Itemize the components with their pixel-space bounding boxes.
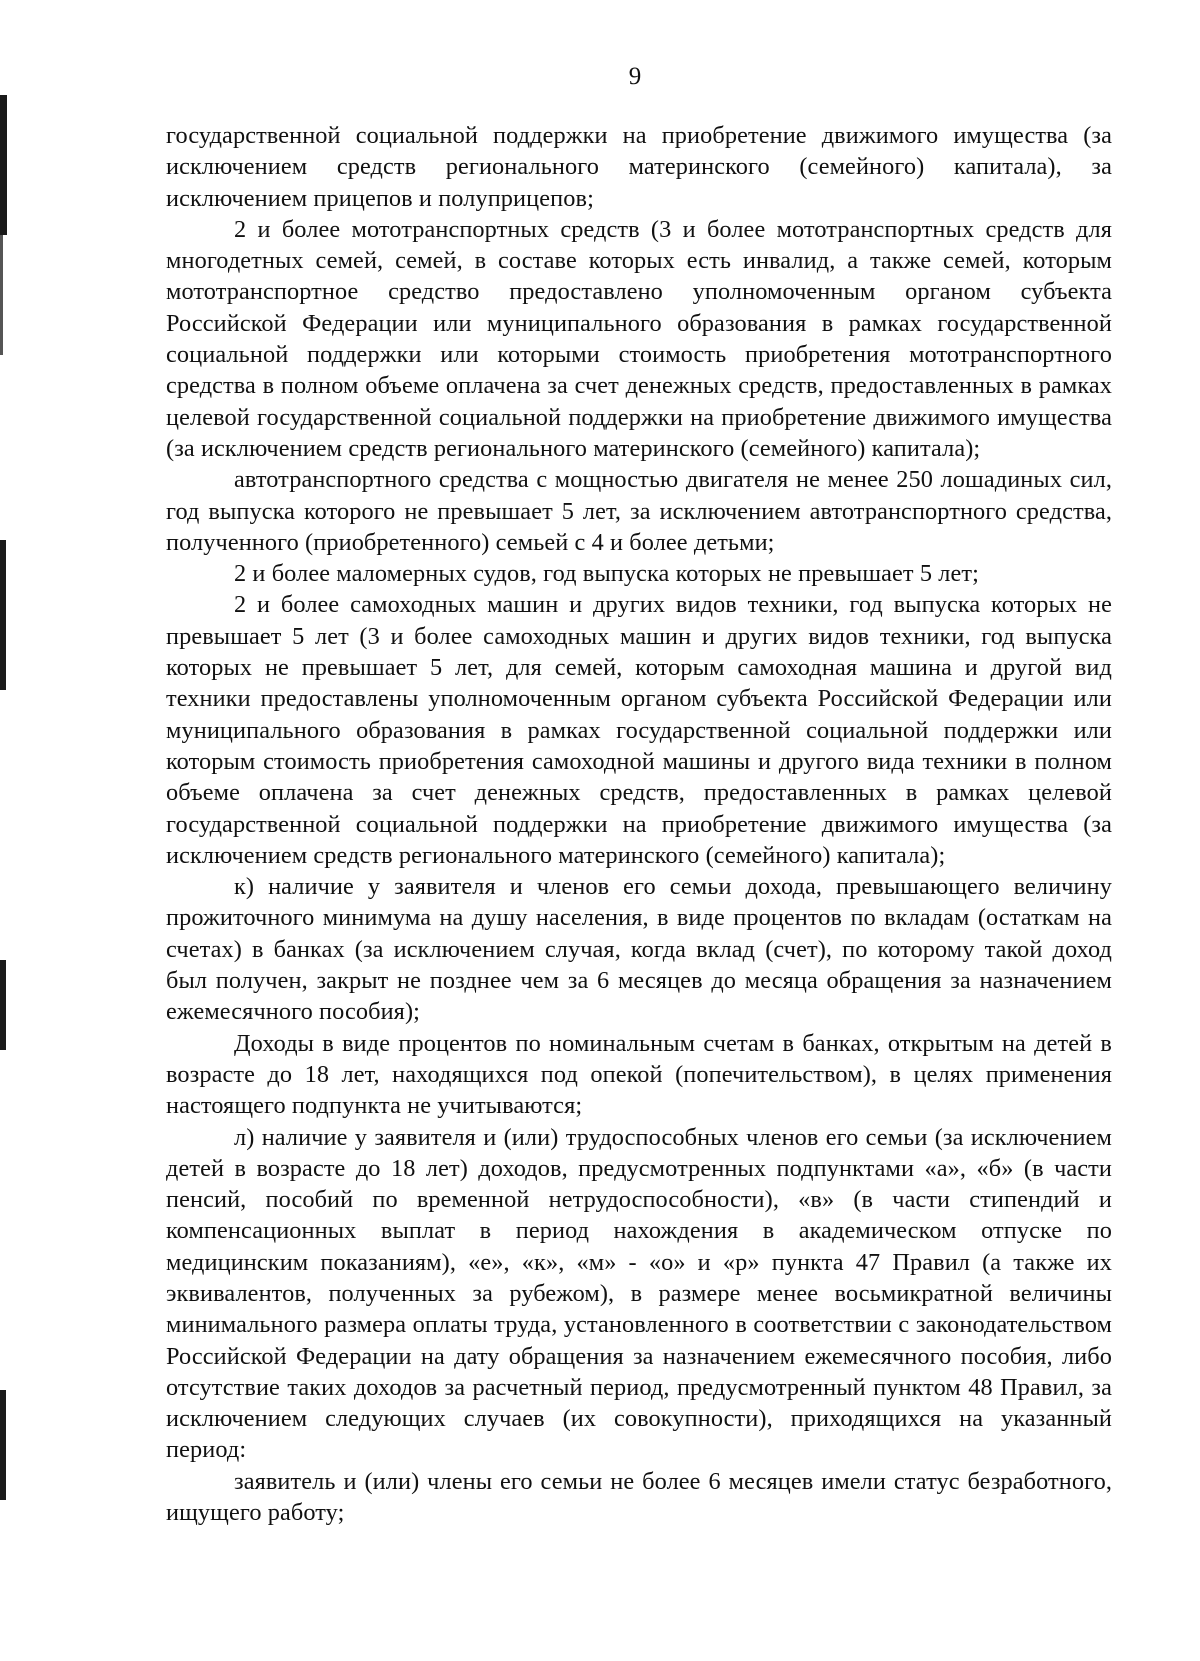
paragraph-nominal-accounts: Доходы в виде процентов по номинальным счетам в банках, открытым на детей в возрасте до 18 лет, находящихся под опекой (попечительством), в целях применения настоящего подпункта не учитываются; [166,1029,1112,1120]
scan-edge-mark [0,540,6,690]
paragraph-motor-vehicles: 2 и более мототранспортных средств (3 и более мототранспортных средств для многодетных семей, семей, в составе которых есть инвалид, а также семей, которым мототранспортное средство предоставлено уполномоченным органом субъекта Российской Федерации или муниципального образования в рамках государственной социальной поддержки или которыми стоимость приобретения мототранспортного средства в полном объеме оплачена за счет денежных средств, предоставленных в рамках целевой государственной социальной поддержки на приобретение движимого имущества (за исключением средств регионального материнского (семейного) капитала); [166,215,1112,462]
scan-edge-mark [0,95,7,235]
paragraph-unemployed-status: заявитель и (или) члены его семьи не более 6 месяцев имели статус безработного, ищущего работу; [166,1467,1112,1527]
paragraph-continuation: государственной социальной поддержки на приобретение движимого имущества (за исключением средств регионального материнского (семейного) капитала), за исключением прицепов и полуприцепов; [166,122,1112,212]
scan-edge-mark [0,1390,6,1500]
scan-edge-mark [0,235,3,355]
document-body [166,120,1112,1528]
paragraph-small-vessels: 2 и более маломерных судов, год выпуска которых не превышает 5 лет; [234,560,979,588]
paragraph-subitem-l: л) наличие у заявителя и (или) трудоспособных членов его семьи (за исключением детей в возрасте до 18 лет) доходов, предусмотренных подпунктами «а», «б» (в части пенсий, пособий по временной нетрудоспособности), «в» (в части стипендий и компенсационных выплат в период нахождения в академическом отпуске по медицинским показаниям), «е», «к», «м» - «о» и «р» пункта 47 Правил (а также их эквивалентов, полученных за рубежом), в размере менее восьмикратной величины минимального размера оплаты труда, установленного в соответствии с законодательством Российской Федерации на дату обращения за назначением ежемесячного пособия, либо отсутствие таких доходов за расчетный период, предусмотренный пунктом 48 Правил, за исключением следующих случаев (их совокупности), приходящихся на указанный период: [166,1123,1112,1464]
paragraph-car-horsepower: автотранспортного средства с мощностью двигателя не менее 250 лошадиных сил, год выпуска которого не превышает 5 лет, за исключением автотранспортного средства, полученного (приобретенного) семьей с 4 и более детьми; [166,466,1112,556]
page-number: 9 [628,63,642,90]
paragraph-subitem-k: к) наличие у заявителя и членов его семьи дохода, превышающего величину прожиточного минимума на душу населения, в виде процентов по вкладам (остаткам на счетах) в банках (за исключением случая, когда вклад (счет), по которому такой доход был получен, закрыт не позднее чем за 6 месяцев до месяца обращения за назначением ежемесячного пособия); [166,873,1112,1026]
scan-edge-mark [0,960,6,1050]
paragraph-self-propelled-machines: 2 и более самоходных машин и других видов техники, год выпуска которых не превышает 5 лет (3 и более самоходных машин и других видов техники, год выпуска которых не превышает 5 лет, для семей, которым самоходная машина и другой вид техники предоставлены уполномоченным органом субъекта Российской Федерации или муниципального образования в рамках государственной социальной поддержки или которым стоимость приобретения самоходной машины и другого вида техники в полном объеме оплачена за счет денежных средств, предоставленных в рамках целевой государственной социальной поддержки на приобретение движимого имущества (за исключением средств регионального материнского (семейного) капитала); [166,591,1112,869]
